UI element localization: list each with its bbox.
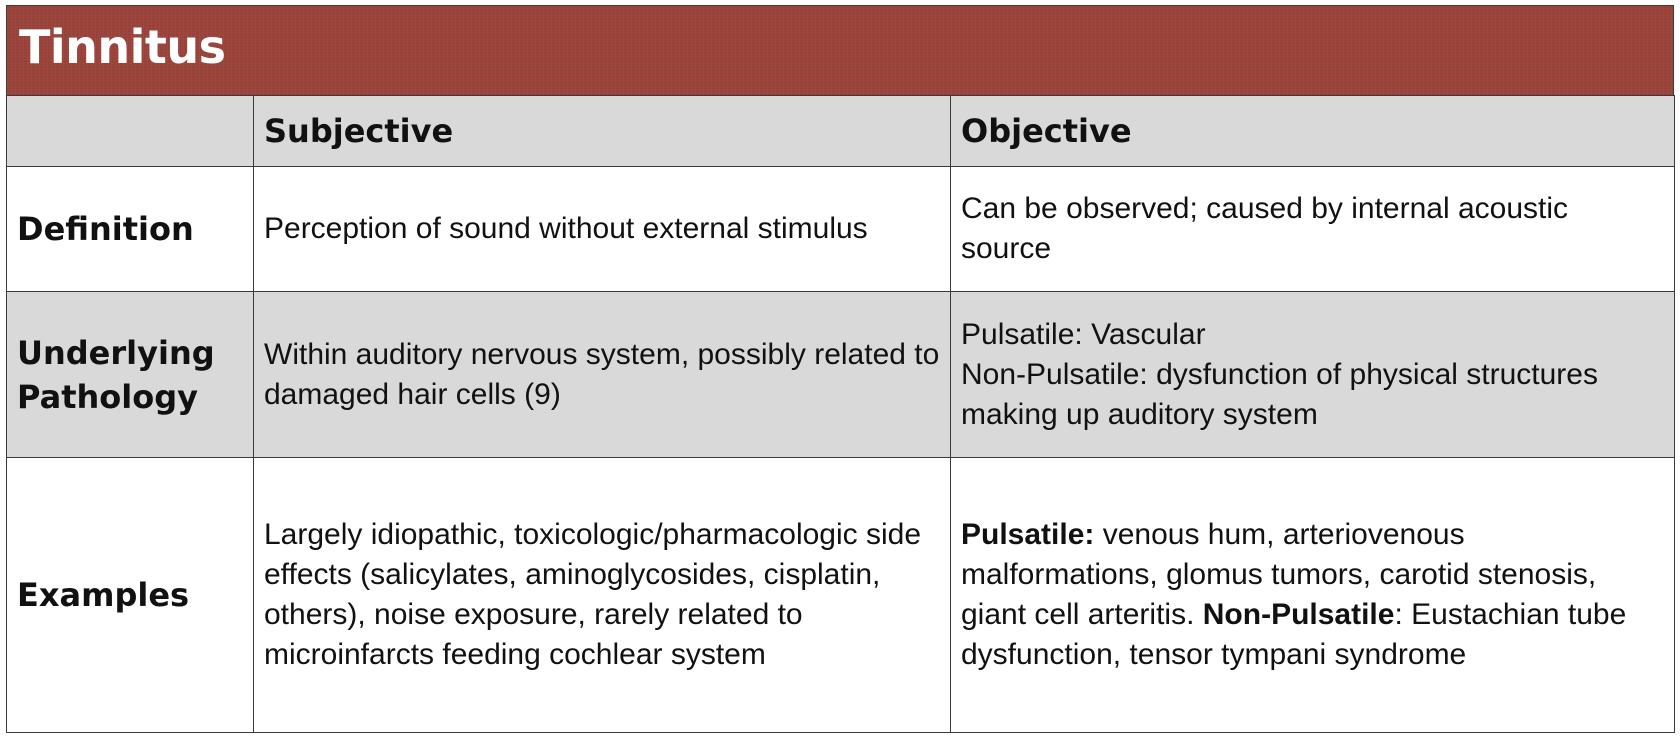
pathology-objective-nonpulsatile: Non-Pulsatile: dysfunction of physical structures making up auditory system (961, 357, 1598, 431)
cell-definition-subjective: Perception of sound without external stimulus (254, 167, 951, 292)
examples-pulsatile-label: Pulsatile: (961, 518, 1095, 551)
table-row-examples (7, 458, 1675, 733)
row-header-examples: Examples (7, 458, 254, 733)
examples-nonpulsatile-text: : Eustachian tube dysfunction, tensor tympani syndrome (961, 598, 1627, 671)
examples-pulsatile-text: venous hum, arteriovenous malformations, glomus tumors, carotid stenosis, giant cell arteritis. (961, 518, 1597, 631)
column-header-objective: Objective (951, 96, 1675, 167)
cell-definition-objective: Can be observed; caused by internal acoustic source (951, 167, 1675, 292)
cell-pathology-subjective: Within auditory nervous system, possibly related to damaged hair cells (9) (254, 292, 951, 458)
row-header-pathology (7, 292, 254, 458)
examples-nonpulsatile-label: Non-Pulsatile (1202, 598, 1395, 631)
cell-examples-objective (951, 458, 1675, 733)
tinnitus-table (6, 95, 1675, 733)
cell-pathology-objective (951, 292, 1675, 458)
column-header-subjective: Subjective (254, 96, 951, 167)
title-bar (6, 5, 1674, 96)
pathology-objective-pulsatile: Pulsatile: Vascular (961, 317, 1206, 351)
cell-examples-subjective: Largely idiopathic, toxicologic/pharmacologic side effects (salicylates, aminoglycosides, cisplatin, others), noise exposure, rarely related to microinfarcts feeding cochlear system (254, 458, 951, 733)
table-header-row (7, 96, 1675, 167)
row-header-pathology-line2: Pathology (17, 377, 198, 416)
table-row-definition (7, 167, 1675, 292)
row-header-definition: Definition (7, 167, 254, 292)
row-header-pathology-line1: Underlying (17, 333, 215, 372)
header-cell-blank (7, 96, 254, 167)
page-title: Tinnitus (19, 20, 226, 74)
table-row-pathology (7, 292, 1675, 458)
